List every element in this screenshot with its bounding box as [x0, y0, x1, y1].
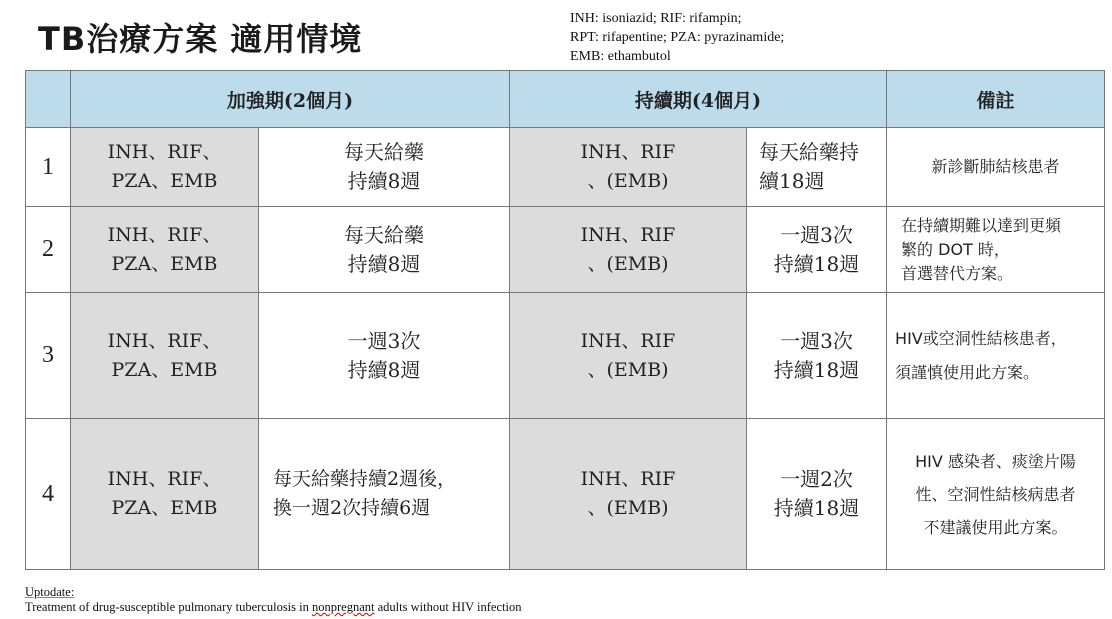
- source-footer: [25, 585, 521, 615]
- note-cell: HIV或空洞性結核患者， 須謹慎使用此方案。: [887, 293, 1105, 419]
- intensive-drugs-cell: INH、RIF、 PZA、EMB: [71, 419, 259, 570]
- row-number: 4: [26, 419, 71, 570]
- note-cell: 新診斷肺結核患者: [887, 128, 1105, 207]
- continuation-schedule-cell: 一週3次 持續18週: [747, 207, 887, 293]
- table-row: [26, 419, 1105, 570]
- intensive-schedule-cell: 每天給藥持續2週後， 換一週2次持續6週: [259, 419, 510, 570]
- abbreviation-line: EMB: ethambutol: [570, 49, 671, 64]
- intensive-schedule-cell: 每天給藥 持續8週: [259, 128, 510, 207]
- header-notes: 備註: [887, 71, 1105, 128]
- source-label: Uptodate:: [25, 585, 75, 599]
- spellcheck-flagged-word: nonpregnant: [312, 600, 375, 614]
- abbreviation-legend: [570, 9, 784, 66]
- header-number: [26, 71, 71, 128]
- abbreviation-line: INH: isoniazid; RIF: rifampin;: [570, 11, 742, 26]
- page-title: TB治療方案 適用情境: [38, 20, 363, 58]
- intensive-drugs-cell: INH、RIF、 PZA、EMB: [71, 207, 259, 293]
- continuation-schedule-cell: 一週2次 持續18週: [747, 419, 887, 570]
- continuation-drugs-cell: INH、RIF 、(EMB): [510, 293, 747, 419]
- table-header-row: [26, 71, 1105, 128]
- note-cell: HIV 感染者、痰塗片陽 性、空洞性結核病患者 不建議使用此方案。: [887, 419, 1105, 570]
- table-row: [26, 128, 1105, 207]
- header-continuation-phase: 持續期(4個月): [510, 71, 887, 128]
- continuation-drugs-cell: INH、RIF 、(EMB): [510, 128, 747, 207]
- regimen-table: [25, 70, 1105, 570]
- row-number: 3: [26, 293, 71, 419]
- table-row: [26, 207, 1105, 293]
- continuation-drugs-cell: INH、RIF 、(EMB): [510, 207, 747, 293]
- continuation-schedule-cell: 每天給藥持 續18週: [747, 128, 887, 207]
- source-citation: Treatment of drug-susceptible pulmonary tuberculosis in nonpregnant adults without HIV infection: [25, 600, 522, 614]
- intensive-drugs-cell: INH、RIF、 PZA、EMB: [71, 293, 259, 419]
- note-cell: 在持續期難以達到更頻 繁的 DOT 時， 首選替代方案。: [887, 207, 1105, 293]
- continuation-schedule-cell: 一週3次 持續18週: [747, 293, 887, 419]
- intensive-schedule-cell: 一週3次 持續8週: [259, 293, 510, 419]
- row-number: 2: [26, 207, 71, 293]
- intensive-schedule-cell: 每天給藥 持續8週: [259, 207, 510, 293]
- row-number: 1: [26, 128, 71, 207]
- continuation-drugs-cell: INH、RIF 、(EMB): [510, 419, 747, 570]
- intensive-drugs-cell: INH、RIF、 PZA、EMB: [71, 128, 259, 207]
- table-row: [26, 293, 1105, 419]
- abbreviation-line: RPT: rifapentine; PZA: pyrazinamide;: [570, 30, 785, 45]
- header-intensive-phase: 加強期(2個月): [71, 71, 510, 128]
